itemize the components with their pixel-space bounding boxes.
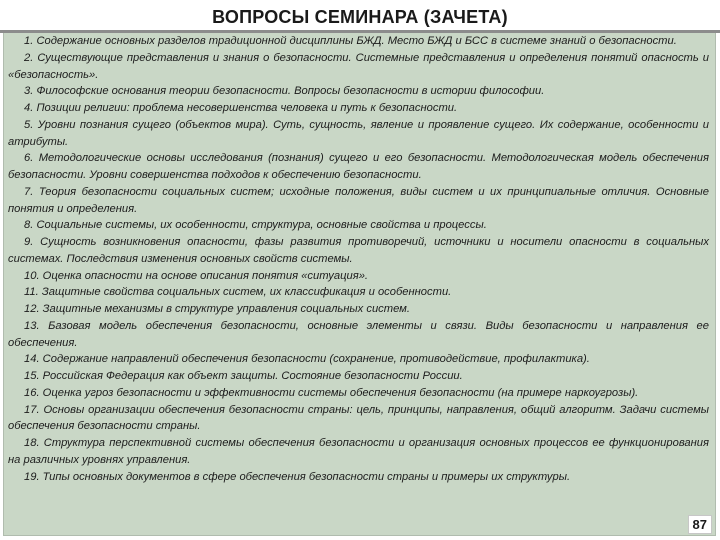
page-number: 87 xyxy=(688,515,712,534)
question-item: 6. Методологические основы исследования (познания) сущего и его безопасности. Методологическая модель обеспечения безопасности. Уровни совершенства подходов к обеспечению безопасности. xyxy=(8,152,709,181)
question-item: 16. Оценка угроз безопасности и эффективности системы обеспечения безопасности (на примере наркоугрозы). xyxy=(24,386,639,399)
question-item: 5. Уровни познания сущего (объектов мира). Суть, сущность, явление и проявление сущего. Их содержание, особенности и атрибуты. xyxy=(8,118,709,148)
question-item: 3. Философские основания теории безопасности. Вопросы безопасности в истории философии. xyxy=(24,85,545,98)
questions-panel xyxy=(3,33,716,536)
question-item: 17. Основы организации обеспечения безопасности страны: цель, принципы, направления, общий алгоритм. Задачи системы обеспечения безопасности страны. xyxy=(8,403,709,433)
question-item: 15. Российская Федерация как объект защиты. Состояние безопасности России. xyxy=(24,370,463,382)
question-item: 10. Оценка опасности на основе описания понятия «ситуация». xyxy=(24,269,369,282)
question-item: 12. Защитные механизмы в структуре управления социальных систем. xyxy=(24,303,410,315)
page-title: ВОПРОСЫ СЕМИНАРА (ЗАЧЕТА) xyxy=(212,6,508,27)
questions-list xyxy=(8,33,709,485)
question-item: 18. Структура перспективной системы обеспечения безопасности и организация основных процессов ее функционирования на различных уровнях управления. xyxy=(8,437,709,466)
question-item: 7. Теория безопасности социальных систем; исходные положения, виды систем и их принципиальные отличия. Основные понятия и определения. xyxy=(8,185,709,215)
question-item: 9. Сущность возникновения опасности, фазы развития противоречий, источники и носители опасности в социальных системах. Последствия изменения основных свойств системы. xyxy=(8,236,709,265)
question-item: 13. Базовая модель обеспечения безопасности, основные элементы и связи. Виды безопасности и направления ее обеспечения. xyxy=(8,319,709,349)
question-item: 8. Социальные системы, их особенности, структура, основные свойства и процессы. xyxy=(24,219,487,232)
question-item: 2. Существующие представления и знания о безопасности. Системные представления и определения понятий опасность и «безопасность». xyxy=(8,51,709,81)
question-item: 14. Содержание направлений обеспечения безопасности (сохранение, противодействие, профилактика). xyxy=(24,353,590,366)
question-item: 4. Позиции религии: проблема несовершенства человека и путь к безопасности. xyxy=(24,102,458,114)
question-item: 11. Защитные свойства социальных систем, их классификация и особенности. xyxy=(24,286,452,299)
question-item: 19. Типы основных документов в сфере обеспечения безопасности страны и примеры их структуры. xyxy=(24,470,571,483)
question-item: 1. Содержание основных разделов традиционной дисциплины БЖД. Место БЖД и БСС в системе знаний о безопасности. xyxy=(24,35,677,47)
title-bar xyxy=(0,0,720,34)
